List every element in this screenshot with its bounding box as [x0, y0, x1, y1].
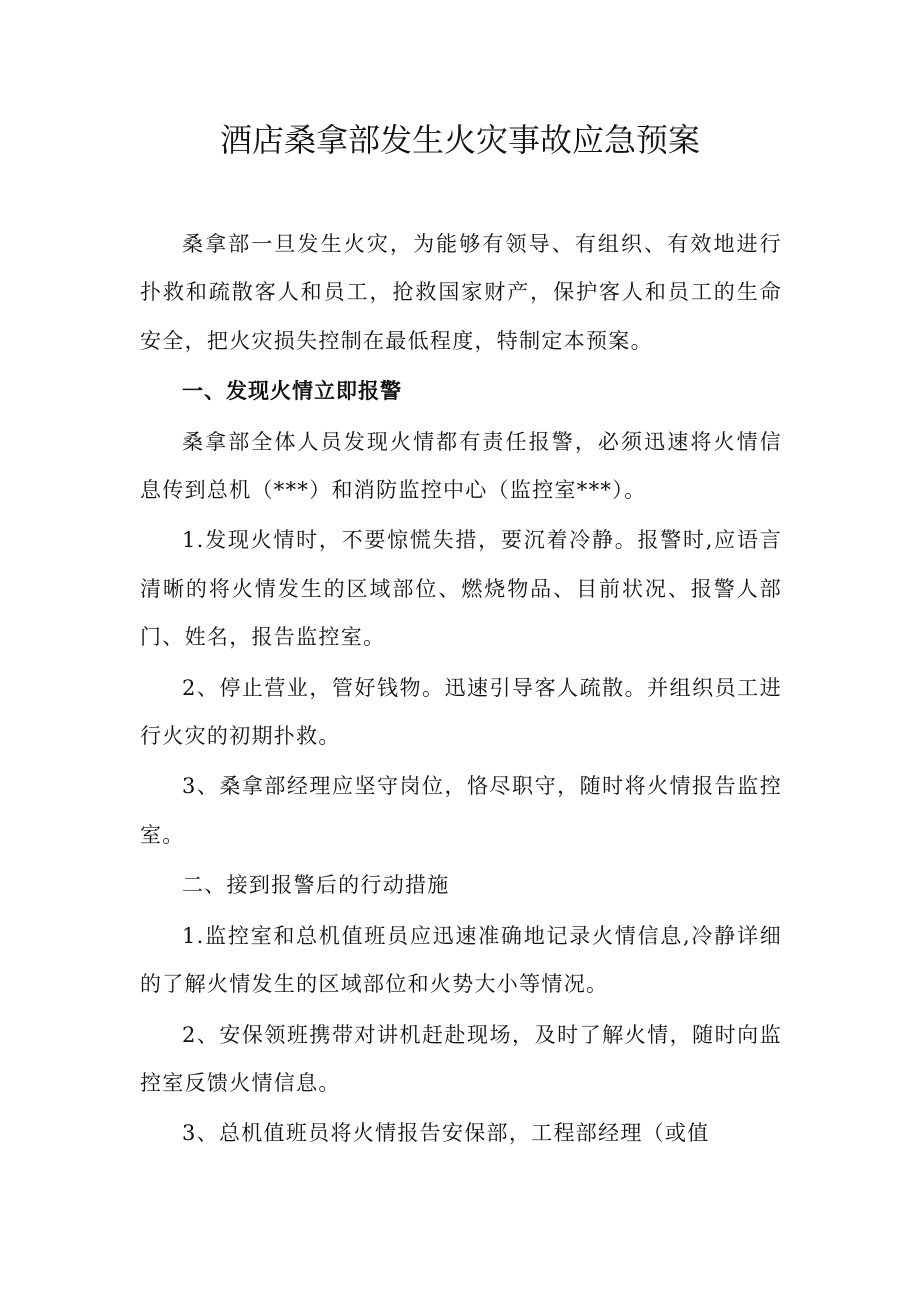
section-1-item-2: 2、停止营业，管好钱物。迅速引导客人疏散。并组织员工进行火灾的初期扑救。 [140, 675, 782, 749]
section-2-item-2: 2、安保领班携带对讲机赶赴现场，及时了解火情，随时向监控室反馈火情信息。 [140, 1022, 782, 1095]
section-1-paragraph: 桑拿部全体人员发现火情都有责任报警，必须迅速将火情信息传到总机（***）和消防监控中心（监控室***）。 [140, 429, 782, 503]
section-heading-2: 二、接到报警后的行动措施 [182, 873, 450, 898]
document-body [140, 220, 782, 1160]
section-2-item-1: 1.监控室和总机值班员应迅速准确地记录火情信息,冷静详细的了解火情发生的区域部位和火势大小等情况。 [140, 923, 782, 997]
section-heading-1: 一、发现火情立即报警 [182, 379, 402, 404]
section-1-item-1: 1.发现火情时，不要惊慌失措，要沉着冷静。报警时,应语言清晰的将火情发生的区域部位、燃烧物品、目前状况、报警人部门、姓名，报告监控室。 [140, 528, 782, 650]
section-1-item-3: 3、桑拿部经理应坚守岗位，恪尽职守，随时将火情报告监控室。 [140, 774, 782, 847]
section-2-item-3: 3、总机值班员将火情报告安保部，工程部经理（或值 [182, 1121, 710, 1146]
document-title: 酒店桑拿部发生火灾事故应急预案 [219, 121, 700, 159]
intro-paragraph: 桑拿部一旦发生火灾，为能够有领导、有组织、有效地进行扑救和疏散客人和员工，抢救国家财产，保护客人和员工的生命安全，把火灾损失控制在最低程度，特制定本预案。 [140, 232, 782, 353]
